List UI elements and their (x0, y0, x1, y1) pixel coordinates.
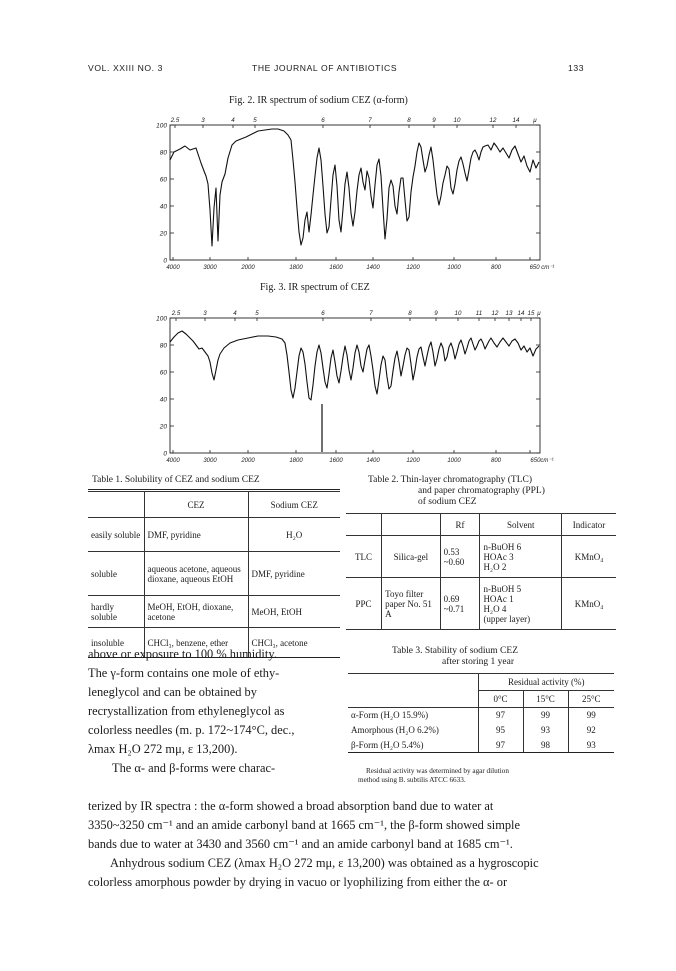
table1-header-sodium-cez: Sodium CEZ (248, 492, 340, 518)
text-line: λmax H₂O 272 mμ, ε 13,200). (88, 742, 238, 756)
table2-indicator: KMnO₄ (562, 578, 616, 630)
table3-value: 99 (523, 708, 568, 723)
table3-row-label: α-Form (H₂O 15.9%) (348, 708, 478, 723)
table3-stability (348, 673, 614, 753)
table2-header-blank (346, 514, 382, 536)
bottom-tick-label: 1000 (447, 458, 461, 464)
top-tick-label: 4 (233, 310, 237, 317)
text-line: colorless needles (m. p. 172~174°C, dec., (88, 723, 295, 737)
table1-header-cez: CEZ (144, 492, 248, 518)
table3-value: 95 (478, 723, 523, 738)
table1-cell: MeOH, EtOH, dioxane, acetone (144, 596, 248, 628)
table3-note-line2: method using B. subtilis ATCC 6633. (358, 776, 466, 784)
solvent-line: n-BuOH 5 (483, 583, 522, 594)
table1-cell: CHCl₃, acetone (248, 628, 340, 658)
top-tick-label: 12 (491, 310, 499, 317)
y-tick-label: 40 (159, 396, 167, 404)
table3-group-header: Residual activity (%) (478, 674, 614, 691)
header-volume: VOL. XXIII NO. 3 (88, 63, 164, 73)
table1-cell: DMF, pyridine (144, 518, 248, 552)
table1-cell: CHCl₃, benzene, ether (144, 628, 248, 658)
top-tick-label: 8 (407, 117, 411, 124)
bottom-tick-label: 2000 (241, 265, 255, 271)
table1-row-label: easily soluble (88, 518, 144, 552)
table3-value: 98 (523, 738, 568, 753)
table3-value: 93 (568, 738, 614, 753)
table1-title: Table 1. Solubility of CEZ and sodium CEZ (92, 475, 260, 485)
y-tick-label: 40 (159, 203, 167, 211)
table2-medium: Toyo filter paper No. 51 A (382, 578, 441, 630)
y-tick-label: 20 (159, 230, 167, 238)
table2-rf: 0.69 ~0.71 (440, 578, 480, 630)
header-page-number: 133 (568, 63, 585, 73)
top-tick-label: 9 (432, 117, 436, 124)
top-tick-label: 5 (253, 117, 257, 124)
solvent-line: HOAc 3 (483, 551, 514, 562)
top-tick-label: 12 (489, 117, 497, 124)
bottom-tick-label: 3000 (203, 265, 217, 271)
top-tick-label: 2.5 (171, 310, 181, 317)
top-tick-label: 10 (454, 310, 462, 317)
text-line: The α- and β-forms were charac- (112, 761, 276, 775)
fig2-caption: Fig. 2. IR spectrum of sodium CEZ (α-form) (229, 95, 408, 106)
table3-title-line2: after storing 1 year (442, 657, 515, 667)
table1-cell: aqueous acetone, aqueous dioxane, aqueous EtOH (144, 552, 248, 596)
bottom-tick-label: 1600 (329, 265, 343, 271)
bottom-tick-label: 1600 (329, 458, 343, 464)
table1-cell: H₂O (248, 518, 340, 552)
bottom-tick-label: 1800 (289, 458, 303, 464)
table3-value: 92 (568, 723, 614, 738)
y-tick-label: 100 (156, 315, 167, 323)
top-tick-label: μ (537, 310, 541, 317)
top-tick-label: 4 (231, 117, 235, 124)
text-line: colorless amorphous powder by drying in vacuo or lyophilizing from either the α- or (88, 875, 508, 889)
top-tick-label: 15 (527, 310, 535, 317)
bottom-tick-label: 1000 (447, 265, 461, 271)
y-tick-label: 0 (163, 450, 167, 458)
bottom-tick-label: 1200 (406, 458, 420, 464)
table1-cell: DMF, pyridine (248, 552, 340, 596)
solvent-line: H₂O 4 (483, 603, 507, 614)
text-line: leneglycol and can be obtained by (88, 685, 257, 699)
table1-row-label: soluble (88, 552, 144, 596)
table2-medium: Silica-gel (382, 536, 441, 578)
y-tick-label: 60 (159, 369, 167, 377)
y-tick-label: 80 (159, 149, 167, 157)
table3-row-label: β-Form (H₂O 5.4%) (348, 738, 478, 753)
bottom-tick-label: 1800 (289, 265, 303, 271)
text-line: 3350~3250 cm⁻¹ and an amide carbonyl band at 1665 cm⁻¹, the β-form showed simple (88, 818, 520, 832)
table3-value: 97 (478, 708, 523, 723)
fig3-spectrum-curve (170, 331, 539, 400)
bottom-tick-label: 650cm⁻¹ (530, 458, 554, 464)
text-line: terized by IR spectra : the α-form showed a broad absorption band due to water at (88, 799, 494, 813)
table2-type: PPC (346, 578, 382, 630)
solvent-line: n-BuOH 6 (483, 541, 522, 552)
table3-note-line1: Residual activity was determined by agar dilution (366, 767, 509, 775)
top-tick-label: 14 (517, 310, 525, 317)
table1-header-blank (88, 492, 144, 518)
bottom-tick-label: 1400 (366, 265, 380, 271)
table2-rf: 0.53 ~0.60 (440, 536, 480, 578)
y-tick-label: 100 (156, 122, 167, 130)
table2-title-line1: Table 2. Thin-layer chromatography (TLC) (368, 475, 533, 485)
top-tick-label: 7 (368, 117, 372, 124)
table2-header-rf: Rf (440, 514, 480, 536)
table2-header-blank2 (382, 514, 441, 536)
top-tick-label: 6 (321, 310, 325, 317)
bottom-tick-label: 1200 (406, 265, 420, 271)
table2-title-line3: of sodium CEZ (418, 497, 477, 507)
table3-title-line1: Table 3. Stability of sodium CEZ (392, 646, 518, 656)
text-line: bands due to water at 3430 and 3560 cm⁻¹ and an amide carbonyl band at 1685 cm⁻¹. (88, 837, 513, 851)
bottom-tick-label: 650 cm⁻¹ (529, 265, 555, 271)
body-left-column (88, 645, 338, 778)
bottom-tick-label: 1400 (366, 458, 380, 464)
table3-temp: 25°C (568, 691, 614, 708)
top-tick-label: 9 (434, 310, 438, 317)
table3-temp: 0°C (478, 691, 523, 708)
top-tick-label: 14 (512, 117, 520, 124)
top-tick-label: 13 (505, 310, 513, 317)
top-tick-label: 5 (255, 310, 259, 317)
top-tick-label: 2.5 (170, 117, 180, 124)
top-tick-label: 8 (408, 310, 412, 317)
table3-temp: 15°C (523, 691, 568, 708)
top-tick-label: 7 (369, 310, 373, 317)
bottom-tick-label: 4000 (166, 458, 180, 464)
bottom-tick-label: 2000 (241, 458, 255, 464)
y-tick-label: 20 (159, 423, 167, 431)
table2-indicator: KMnO₄ (562, 536, 616, 578)
top-tick-label: 3 (201, 117, 205, 124)
y-tick-label: 0 (163, 257, 167, 265)
top-tick-label: 3 (203, 310, 207, 317)
table3-corner (348, 674, 478, 708)
header-journal: THE JOURNAL OF ANTIBIOTICS (252, 63, 398, 73)
bottom-tick-label: 800 (490, 265, 502, 271)
table2-header-indicator: Indicator (562, 514, 616, 536)
solvent-line: H₂O 2 (483, 561, 507, 572)
top-tick-label: 11 (475, 310, 483, 317)
y-tick-label: 60 (159, 176, 167, 184)
body-full-width (88, 797, 618, 892)
table2-chromatography (346, 513, 616, 630)
table2-solvent (480, 536, 562, 578)
table2-type: TLC (346, 536, 382, 578)
text-line: recrystallization from ethyleneglycol as (88, 704, 285, 718)
bottom-tick-label: 3000 (203, 458, 217, 464)
table1-row-label: hardly soluble (88, 596, 144, 628)
table2-solvent (480, 578, 562, 630)
text-line: The γ-form contains one mole of ethy- (88, 666, 280, 680)
top-tick-label: 10 (453, 117, 461, 124)
table3-value: 97 (478, 738, 523, 753)
table2-header-solvent: Solvent (480, 514, 562, 536)
solvent-line: (upper layer) (483, 613, 531, 624)
fig3-ir-spectrum (0, 0, 676, 475)
table3-value: 93 (523, 723, 568, 738)
table1-cell: MeOH, EtOH (248, 596, 340, 628)
text-line: Anhydrous sodium CEZ (λmax H₂O 272 mμ, ε 13,200) was obtained as a hygroscopic (110, 856, 539, 870)
table3-row-label: Amorphous (H₂O 6.2%) (348, 723, 478, 738)
solvent-line: HOAc 1 (483, 593, 514, 604)
table1-solubility (88, 491, 340, 658)
table2-title-line2: and paper chromatography (PPL) (418, 486, 545, 496)
y-tick-label: 80 (159, 342, 167, 350)
top-tick-label: 6 (321, 117, 325, 124)
table3-value: 99 (568, 708, 614, 723)
top-tick-label: μ (533, 117, 537, 124)
bottom-tick-label: 800 (490, 458, 502, 464)
text-line: above or exposure to 100 % humidity. (88, 647, 277, 661)
table1-row-label: insoluble (88, 628, 144, 658)
bottom-tick-label: 4000 (166, 265, 180, 271)
fig3-caption: Fig. 3. IR spectrum of CEZ (260, 282, 370, 293)
